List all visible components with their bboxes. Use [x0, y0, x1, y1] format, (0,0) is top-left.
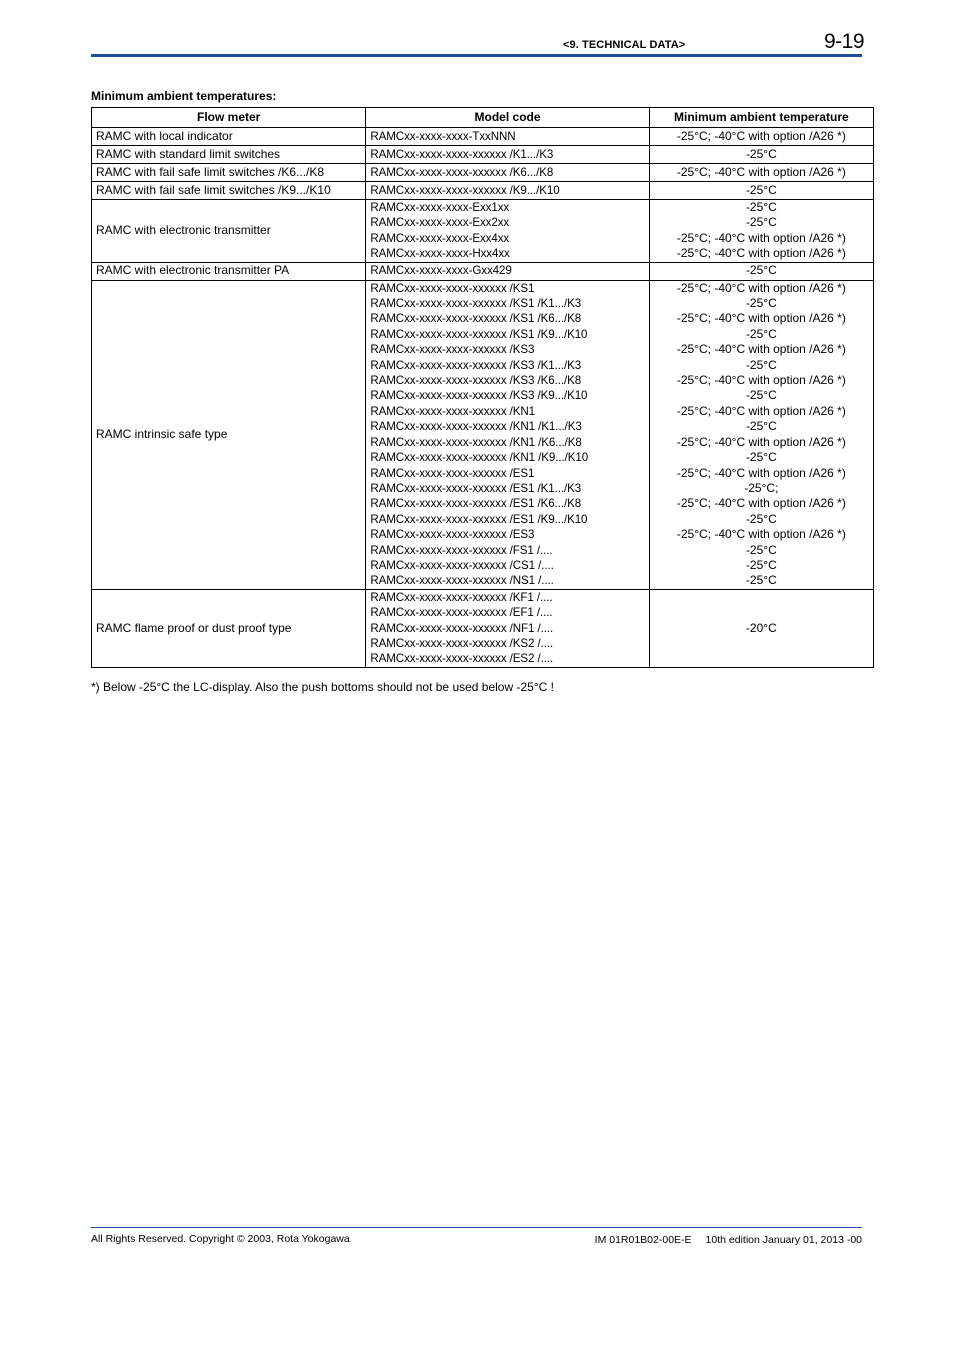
model-code-cell [366, 128, 649, 146]
min-temperature-cell [649, 589, 873, 667]
model-code: RAMCxx-xxxx-xxxx-xxxxxx /KS1 /K6.../K8 [370, 312, 582, 326]
model-code: RAMCxx-xxxx-xxxx-xxxxxx /ES1 /K6.../K8 [370, 497, 582, 511]
model-code: RAMCxx-xxxx-xxxx-xxxxxx /KN1 /K1.../K3 [370, 420, 582, 434]
flow-meter-cell: RAMC with fail safe limit switches /K6.../K8 [92, 164, 366, 182]
model-code: RAMCxx-xxxx-xxxx-xxxxxx /K1.../K3 [370, 147, 554, 161]
flow-meter-cell: RAMC with fail safe limit switches /K9.../K10 [92, 182, 366, 200]
model-code: RAMCxx-xxxx-xxxx-xxxxxx /KN1 [370, 404, 536, 418]
model-code: RAMCxx-xxxx-xxxx-Gxx429 [370, 264, 512, 278]
min-temperature-value: -25°C; -40°C with option /A26 *) [676, 280, 846, 295]
table-row [92, 164, 874, 182]
model-code: RAMCxx-xxxx-xxxx-TxxNNN [370, 129, 516, 143]
min-temperature-cell [649, 128, 873, 146]
model-code: RAMCxx-xxxx-xxxx-xxxxxx /K9.../K10 [370, 183, 560, 197]
min-temperature-cell [649, 280, 873, 589]
footer-doc-id: IM 01R01B02-00E-E [594, 1234, 692, 1246]
min-temperature-value: -25°C [745, 296, 777, 311]
min-temperature-value: -25°C; -40°C with option /A26 *) [676, 311, 846, 326]
min-temperature-value: -25°C; -40°C with option /A26 *) [676, 164, 846, 179]
model-code: RAMCxx-xxxx-xxxx-Exx2xx [370, 216, 510, 230]
min-temperature-value: -25°C [745, 200, 777, 214]
footnote: *) Below -25°C the LC-display. Also the push bottoms should not be used below -25°C ! [91, 680, 554, 694]
model-code: RAMCxx-xxxx-xxxx-xxxxxx /KF1 /.... [370, 590, 553, 604]
model-code: RAMCxx-xxxx-xxxx-Hxx4xx [370, 247, 510, 261]
model-code: RAMCxx-xxxx-xxxx-xxxxxx /KS3 /K1.../K3 [370, 358, 582, 372]
min-temperature-value: -25°C; -40°C with option /A26 *) [676, 342, 846, 357]
min-ambient-temperature-table [91, 107, 874, 668]
min-temperature-cell [649, 262, 873, 280]
model-code: RAMCxx-xxxx-xxxx-xxxxxx /KS3 /K9.../K10 [370, 389, 588, 403]
model-code: RAMCxx-xxxx-xxxx-xxxxxx /ES1 /K1.../K3 [370, 481, 582, 495]
flow-meter-cell: RAMC with standard limit switches [92, 146, 366, 164]
model-code: RAMCxx-xxxx-xxxx-xxxxxx /CS1 /.... [370, 558, 554, 572]
footer-doc-info [595, 1234, 862, 1246]
min-temperature-value: -25°C; -40°C with option /A26 *) [676, 128, 846, 143]
table-row [92, 280, 874, 589]
min-temperature-value: -25°C [745, 419, 777, 434]
column-header-model-code: Model code [366, 108, 649, 128]
flow-meter-cell: RAMC with electronic transmitter PA [92, 262, 366, 280]
table-row [92, 128, 874, 146]
min-temperature-value: -25°C; -40°C with option /A26 *) [676, 434, 846, 449]
min-temperature-value: -25°C; [744, 480, 779, 495]
table-header-row [92, 108, 874, 128]
table-row [92, 589, 874, 667]
model-code: RAMCxx-xxxx-xxxx-xxxxxx /ES1 /K9.../K10 [370, 512, 588, 526]
footer-rule [91, 1227, 862, 1228]
model-code-cell [366, 280, 649, 589]
model-code-cell [366, 182, 649, 200]
table-body [92, 128, 874, 668]
flow-meter-cell: RAMC intrinsic safe type [92, 280, 366, 589]
model-code: RAMCxx-xxxx-xxxx-xxxxxx /FS1 /.... [370, 543, 553, 557]
table-row [92, 262, 874, 280]
model-code: RAMCxx-xxxx-xxxx-xxxxxx /KN1 /K6.../K8 [370, 435, 582, 449]
model-code: RAMCxx-xxxx-xxxx-Exx4xx [370, 231, 510, 245]
min-temperature-value: -25°C [745, 542, 777, 557]
min-temperature-value: -25°C; -40°C with option /A26 *) [676, 527, 846, 542]
model-code-cell [366, 200, 649, 263]
section-title: Minimum ambient temperatures: [91, 89, 277, 103]
flow-meter-cell: RAMC with electronic transmitter [92, 200, 366, 263]
min-temperature-value: -25°C; -40°C with option /A26 *) [676, 230, 846, 245]
model-code: RAMCxx-xxxx-xxxx-xxxxxx /K6.../K8 [370, 165, 554, 179]
model-code: RAMCxx-xxxx-xxxx-xxxxxx /KS1 /K9.../K10 [370, 327, 588, 341]
min-temperature-value: -25°C [745, 450, 777, 465]
min-temperature-cell [649, 200, 873, 263]
min-temperature-cell [649, 164, 873, 182]
min-temperature-value: -25°C; -40°C with option /A26 *) [676, 403, 846, 418]
column-header-min-temperature: Minimum ambient temperature [649, 108, 873, 128]
min-temperature-value: -25°C [745, 215, 777, 230]
model-code-cell [366, 164, 649, 182]
column-header-flow-meter: Flow meter [92, 108, 366, 128]
footer-copyright: All Rights Reserved. Copyright © 2003, Rota Yokogawa [91, 1233, 350, 1245]
header-rule [91, 54, 862, 57]
model-code: RAMCxx-xxxx-xxxx-xxxxxx /EF1 /.... [370, 606, 553, 620]
min-temperature-value: -25°C; -40°C with option /A26 *) [676, 465, 846, 480]
min-temperature-value: -25°C; -40°C with option /A26 *) [676, 373, 846, 388]
min-temperature-value: -25°C [745, 263, 777, 278]
min-temperature-value: -25°C [745, 357, 777, 372]
model-code: RAMCxx-xxxx-xxxx-xxxxxx /ES3 [370, 528, 535, 542]
min-temperature-value: -25°C [745, 388, 777, 403]
table-row [92, 182, 874, 200]
model-code-cell [366, 589, 649, 667]
model-code-cell [366, 146, 649, 164]
min-temperature-value: -25°C; -40°C with option /A26 *) [676, 246, 846, 261]
min-temperature-value: -25°C; -40°C with option /A26 *) [676, 496, 846, 511]
model-code: RAMCxx-xxxx-xxxx-xxxxxx /KN1 /K9.../K10 [370, 451, 589, 465]
min-temperature-value: -25°C [745, 511, 777, 526]
model-code: RAMCxx-xxxx-xxxx-xxxxxx /NF1 /.... [370, 621, 554, 635]
model-code: RAMCxx-xxxx-xxxx-xxxxxx /ES1 [370, 466, 535, 480]
table-row [92, 200, 874, 263]
model-code: RAMCxx-xxxx-xxxx-xxxxxx /ES2 /.... [370, 652, 554, 666]
min-temperature-value: -25°C [745, 557, 777, 572]
min-temperature-cell [649, 146, 873, 164]
flow-meter-cell: RAMC with local indicator [92, 128, 366, 146]
flow-meter-cell: RAMC flame proof or dust proof type [92, 589, 366, 667]
min-temperature-value: -25°C [745, 146, 777, 161]
section-header: <9. TECHNICAL DATA> [563, 39, 686, 51]
model-code: RAMCxx-xxxx-xxxx-xxxxxx /KS1 /K1.../K3 [370, 297, 582, 311]
min-temperature-value: -25°C [745, 573, 777, 588]
min-temperature-value: -25°C [745, 326, 777, 341]
min-temperature-value: -25°C [745, 182, 777, 197]
model-code-cell [366, 262, 649, 280]
model-code: RAMCxx-xxxx-xxxx-xxxxxx /KS2 /.... [370, 636, 554, 650]
model-code: RAMCxx-xxxx-xxxx-xxxxxx /KS1 [370, 281, 535, 295]
table-row [92, 146, 874, 164]
footer-edition: 10th edition January 01, 2013 -00 [705, 1234, 862, 1246]
model-code: RAMCxx-xxxx-xxxx-xxxxxx /NS1 /.... [370, 574, 554, 588]
model-code: RAMCxx-xxxx-xxxx-Exx1xx [370, 201, 510, 214]
model-code: RAMCxx-xxxx-xxxx-xxxxxx /KS3 /K6.../K8 [370, 374, 582, 388]
page-number: 9-19 [824, 30, 865, 53]
min-temperature-value: -20°C [745, 620, 777, 635]
min-temperature-cell [649, 182, 873, 200]
model-code: RAMCxx-xxxx-xxxx-xxxxxx /KS3 [370, 343, 535, 357]
